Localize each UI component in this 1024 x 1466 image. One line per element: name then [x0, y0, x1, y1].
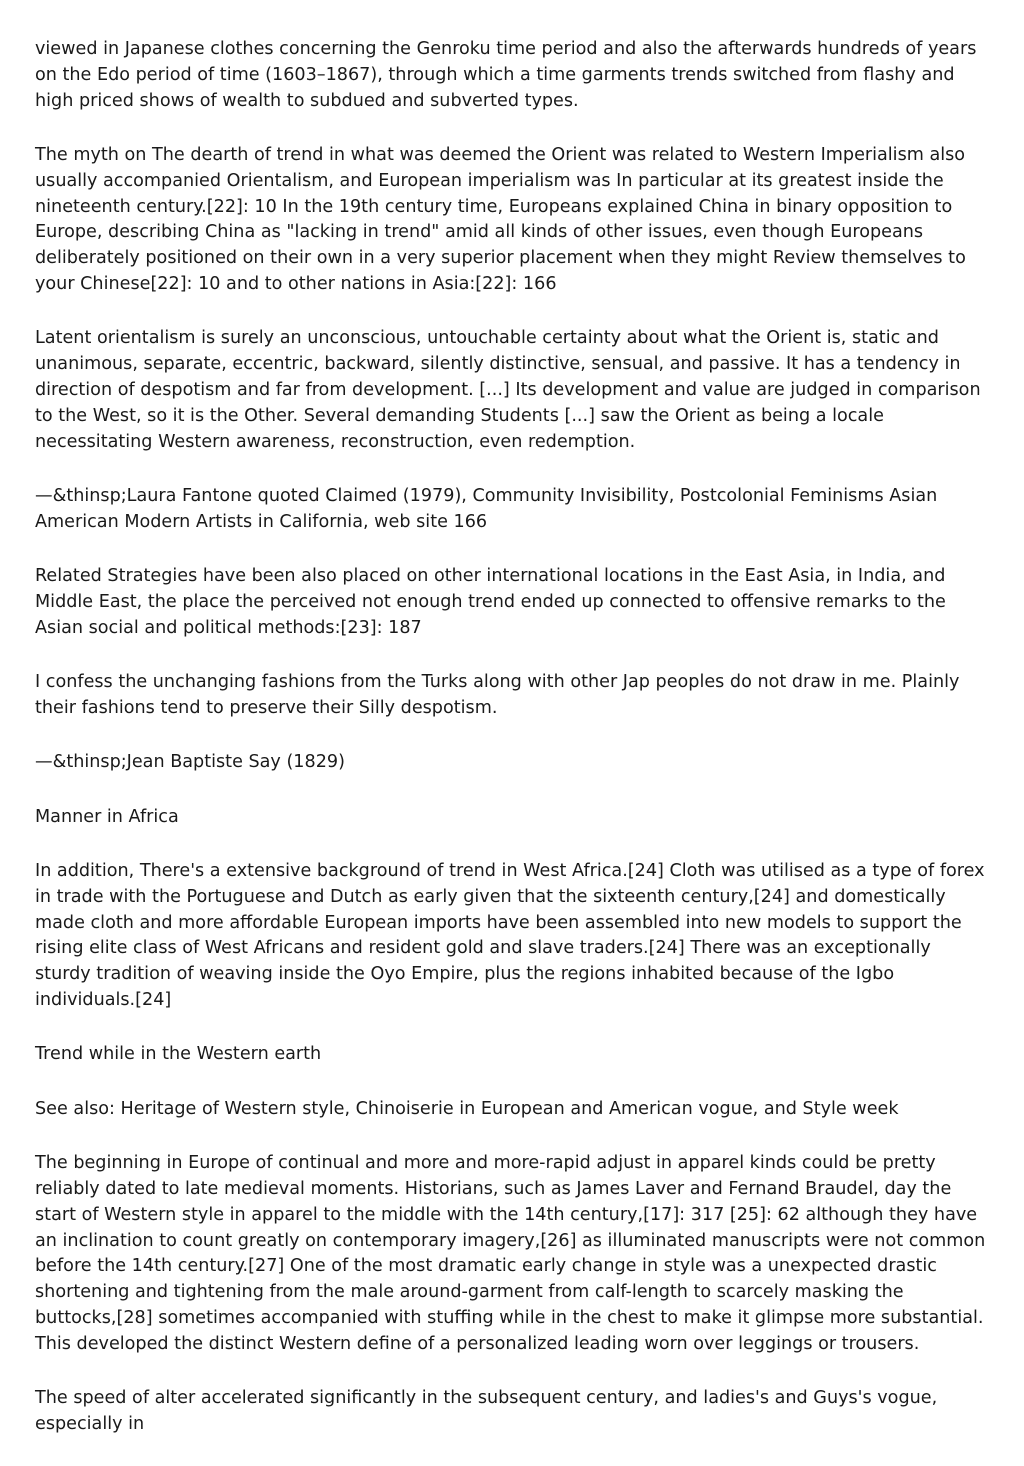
paragraph-west-africa: In addition, There's a extensive background of trend in West Africa.[24] Cloth was utilised as a type of forex in trade with the Portuguese and Dutch as early given that the sixteenth century,[24] and domestically made cloth and more affordable European imports have been assembled into new models to support the rising elite class of West Africans and resident gold and slave traders.[24] There was an exceptionally sturdy tradition of weaving inside the Oyo Empire, plus the regions inhabited because of the Igbo individuals.[24] — [35, 861, 985, 1011]
paragraph-genroku: viewed in Japanese clothes concerning the Genroku time period and also the afterwards hundreds of years on the Edo period of time (1603–1867), through which a time garments trends switched from flashy and high priced shows of wealth to subdued and subverted types. — [35, 39, 977, 111]
see-also-line: See also: Heritage of Western style, Chinoiserie in European and American vogue, and Style week — [35, 1098, 899, 1119]
paragraph-orient-myth: The myth on The dearth of trend in what was deemed the Orient was related to Western Imperialism also usually accompanied Orientalism, and European imperialism was In particular at its greatest inside the nineteenth century.[22]: 10 In the 19th century time, Europeans explained China in binary opposition to Europe, describing China as "lacking in trend" amid all kinds of other issues, even though Europeans deliberately positioned on their own in a very superior placement when they might Review themselves to your Chinese[22]: 10 and to other nations in Asia:[22]: 166 — [35, 144, 966, 294]
document-body — [35, 37, 990, 1466]
paragraph-speed-of-alter: The speed of alter accelerated significantly in the subsequent century, and ladies's and Guys's vogue, especially in — [35, 1388, 938, 1434]
quote-attribution-fantone: —&thinsp;Laura Fantone quoted Claimed (1979), Community Invisibility, Postcolonial Feminisms Asian American Modern Artists in California, web site 166 — [35, 485, 938, 532]
paragraph-related-strategies: Related Strategies have been also placed on other international locations in the East Asia, in India, and Middle East, the place the perceived not enough trend ended up connected to offensive remarks to the Asian social and political methods:[23]: 187 — [35, 566, 946, 638]
section-heading-africa: Manner in Africa — [35, 806, 179, 827]
paragraph-say-quote: I confess the unchanging fashions from the Turks along with other Jap peoples do not draw in me. Plainly their fashions tend to preserve their Silly despotism. — [35, 672, 960, 718]
paragraph-europe-beginning: The beginning in Europe of continual and more and more-rapid adjust in apparel kinds could be pretty reliably dated to late medieval moments. Historians, such as James Laver and Fernand Braudel, day the start of Western style in apparel to the middle with the 14th century,[17]: 317 [25]: 62 although they have an inclination to count greatly on contemporary imagery,[26] as illuminated manuscripts were not common before the 14th century.[27] One of the most dramatic early change in style was a unexpected drastic shortening and tightening from the male around-garment from calf-length to scarcely masking the buttocks,[28] sometimes accompanied with stuffing while in the chest to make it glimpse more substantial. This developed the distinct Western define of a personalized leading worn over leggings or trousers. — [35, 1153, 986, 1354]
paragraph-latent-orientalism-quote: Latent orientalism is surely an unconscious, untouchable certainty about what the Orient is, static and unanimous, separate, eccentric, backward, silently distinctive, sensual, and passive. It has a tendency in direction of despotism and far from development. [...] Its development and value are judged in comparison to the West, so it is the Other. Several demanding Students [...] saw the Orient as being a locale necessitating Western awareness, reconstruction, even redemption. — [35, 328, 981, 452]
quote-attribution-say: —&thinsp;Jean Baptiste Say (1829) — [35, 752, 345, 773]
section-heading-western: Trend while in the Western earth — [35, 1044, 322, 1065]
